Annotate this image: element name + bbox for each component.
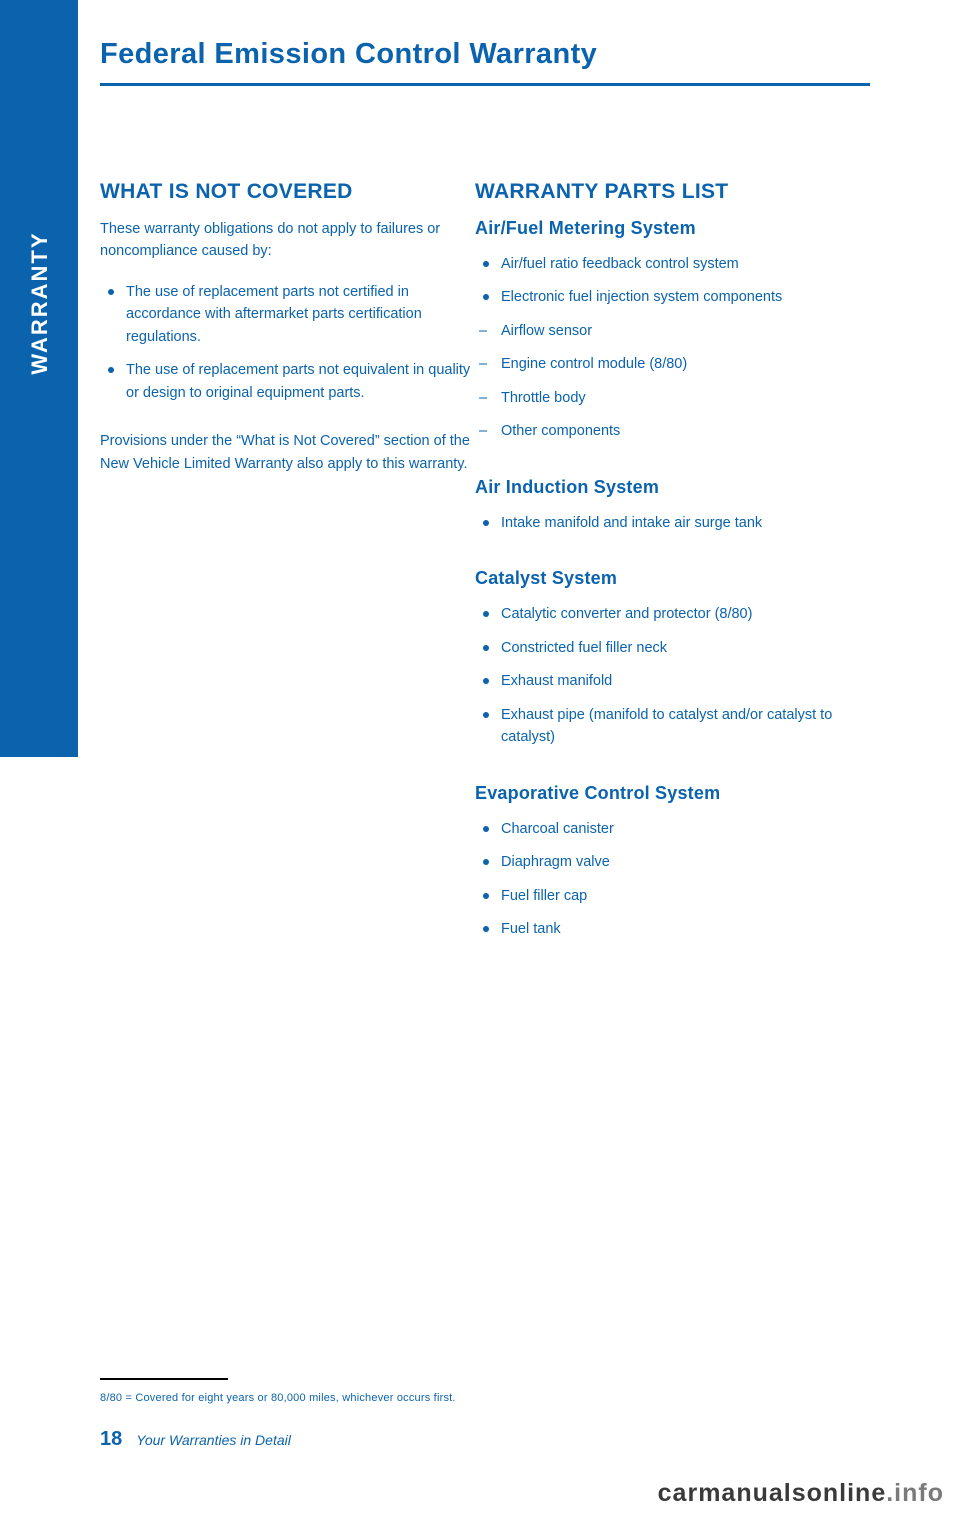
list-item: Diaphragm valve: [475, 851, 880, 873]
footnote-text: 8/80 = Covered for eight years or 80,000 miles, whichever occurs first.: [100, 1392, 456, 1404]
list-item: – Engine control module (8/80): [475, 353, 880, 375]
list-item: Electronic fuel injection system components: [475, 286, 880, 308]
closing-paragraph: Provisions under the “What is Not Covered” section of the New Vehicle Limited Warranty also apply to this warranty.: [100, 433, 470, 472]
parts-group-air-induction: [475, 477, 880, 534]
list-item: Constricted fuel filler neck: [475, 637, 880, 659]
list-item: – Airflow sensor: [475, 320, 880, 342]
column-what-is-not-covered: [100, 180, 475, 952]
list-item: Air/fuel ratio feedback control system: [475, 253, 880, 275]
list-item: Catalytic converter and protector (8/80): [475, 603, 880, 625]
parts-list: [475, 512, 880, 534]
page-number: 18: [100, 1428, 123, 1450]
parts-group-air-fuel-metering: [475, 218, 880, 443]
parts-list: [475, 603, 880, 748]
parts-list: [475, 818, 880, 941]
list-item: The use of replacement parts not certified in accordance with aftermarket parts certification regulations.: [100, 281, 475, 348]
not-covered-list: [100, 281, 475, 404]
list-item: – Throttle body: [475, 387, 880, 409]
list-item: Intake manifold and intake air surge tank: [475, 512, 880, 534]
title-divider: [100, 83, 870, 86]
parts-group-title: Catalyst System: [475, 568, 618, 589]
intro-paragraph: These warranty obligations do not apply to failures or noncompliance caused by:: [100, 221, 441, 260]
parts-group-title: Air Induction System: [475, 476, 660, 497]
page-title: Federal Emission Control Warranty: [100, 38, 598, 70]
column-warranty-parts-list: [475, 180, 880, 952]
site-watermark: [658, 1479, 944, 1508]
page-header: [100, 38, 870, 86]
list-item: Fuel tank: [475, 918, 880, 940]
parts-list: [475, 253, 880, 309]
parts-group-evaporative-control: [475, 783, 880, 941]
list-item: – Other components: [475, 420, 880, 442]
rail-label: WARRANTY: [27, 231, 52, 375]
section-title-warranty-parts-list: WARRANTY PARTS LIST: [475, 180, 729, 203]
list-item: Charcoal canister: [475, 818, 880, 840]
footnote-divider: [100, 1378, 228, 1380]
list-item: The use of replacement parts not equivalent in quality or design to original equipment parts.: [100, 359, 475, 404]
warranty-section-rail: [0, 0, 78, 757]
parts-sublist: [475, 320, 880, 443]
parts-group-catalyst: [475, 568, 880, 748]
section-title-what-is-not-covered: WHAT IS NOT COVERED: [100, 180, 353, 203]
watermark-text: carmanualsonline: [657, 1479, 887, 1507]
watermark-suffix: .info: [886, 1479, 944, 1507]
parts-group-title: Evaporative Control System: [475, 782, 721, 803]
list-item: Exhaust pipe (manifold to catalyst and/or catalyst to catalyst): [475, 704, 880, 749]
list-item: Exhaust manifold: [475, 670, 880, 692]
list-item: Fuel filler cap: [475, 885, 880, 907]
content-columns: [100, 180, 880, 952]
parts-group-title: Air/Fuel Metering System: [475, 218, 696, 238]
page-footer: [100, 1428, 291, 1451]
footer-section-name: Your Warranties in Detail: [136, 1432, 291, 1448]
